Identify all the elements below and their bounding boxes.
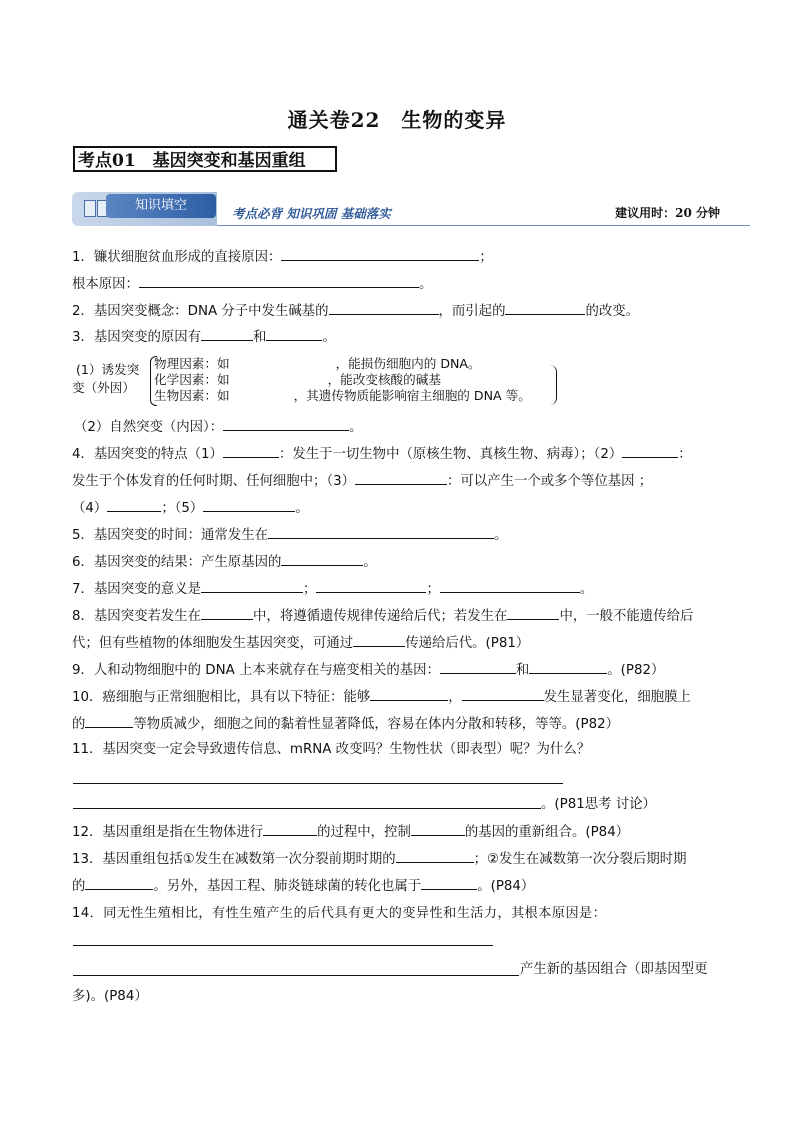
question-text: 5．基因突变的时间：通常发生在 [72, 528, 268, 543]
question-text: 。 [418, 277, 433, 292]
question-text: 。 [295, 501, 309, 516]
banner-slogan: 考点必背 知识巩固 基础落实 [232, 206, 391, 221]
banner-divider [217, 225, 750, 226]
biological-factor [154, 388, 531, 404]
question-text: ：可以产生一个或多个等位基因 ； [447, 474, 653, 489]
answer-line[interactable] [73, 945, 493, 946]
blank[interactable] [462, 686, 544, 701]
blank[interactable] [329, 300, 439, 315]
question-text: 的改变。 [585, 304, 640, 319]
spontaneous-mutation [74, 416, 363, 438]
question-4-line-2 [72, 470, 652, 492]
blank[interactable] [440, 578, 580, 593]
question-text: 。 [579, 582, 594, 597]
question-1-line-1 [72, 246, 493, 268]
question-text: 2．基因突变概念：DNA 分子中发生碱基的 [72, 304, 329, 319]
question-text: 传递给后代。(P81） [405, 636, 530, 651]
answer-line[interactable] [73, 783, 563, 784]
blank[interactable] [263, 821, 317, 836]
question-7 [72, 578, 593, 600]
question-text: 13．基因重组包括①发生在减数第一次分裂前期时期的 [72, 852, 396, 867]
blank[interactable] [440, 659, 516, 674]
question-text: 7．基因突变的意义是 [72, 582, 202, 597]
blank[interactable] [201, 605, 253, 620]
blank[interactable] [223, 443, 279, 458]
question-text: 。 [322, 330, 336, 345]
induced-mutation-label-1: (1）诱发突 [76, 362, 140, 377]
question-text: 3．基因突变的原因有 [72, 330, 202, 345]
question-text: ，而引起的 [438, 304, 506, 319]
factor-text: 化学因素：如 [154, 372, 230, 387]
blank[interactable] [85, 713, 133, 728]
question-text: 。(P84） [477, 879, 535, 894]
question-10-line-2 [72, 713, 619, 735]
question-text: 根本原因： [72, 277, 139, 292]
blank[interactable] [268, 524, 494, 539]
question-text: 中，一般不能遗传给后 [559, 609, 694, 624]
question-text: 。 [349, 420, 363, 435]
question-4-line-3 [72, 497, 309, 519]
factor-text: ，能损伤细胞内的 DNA。 [335, 356, 481, 371]
section-heading: 考点01 基因突变和基因重组 [73, 146, 337, 172]
question-5 [72, 524, 507, 546]
question-text: 的 [72, 717, 86, 732]
question-text: ；（5） [161, 501, 204, 516]
question-text: （2）自然突变（内因）： [74, 420, 224, 435]
chemical-factor [154, 372, 441, 388]
question-text: 9．人和动物细胞中的 DNA 上本来就存在与癌变相关的基因： [72, 663, 440, 678]
blank[interactable] [316, 578, 426, 593]
blank[interactable] [529, 659, 607, 674]
blank[interactable] [370, 686, 448, 701]
question-text: ： [678, 447, 692, 462]
question-4-line-1 [72, 443, 692, 465]
question-8-line-2 [72, 632, 529, 654]
blank[interactable] [355, 470, 447, 485]
question-1-line-2 [72, 273, 432, 295]
question-12 [72, 821, 629, 843]
factor-text: ，其遗传物质能影响宿主细胞的 DNA 等。 [293, 388, 531, 403]
blank[interactable] [203, 497, 295, 512]
blank[interactable] [107, 497, 161, 512]
question-text: 发生显著变化，细胞膜上 [543, 690, 691, 705]
blank[interactable] [281, 246, 479, 261]
question-text: 发生于个体发育的任何时期、任何细胞中；（3） [72, 474, 356, 489]
blank[interactable] [622, 443, 678, 458]
blank[interactable] [223, 416, 349, 431]
question-text: ：发生于一切生物中（原核生物、真核生物、病毒）；（2） [278, 447, 623, 462]
question-text: ； [479, 250, 493, 265]
question-text: 12．基因重组是指在生物体进行 [72, 825, 264, 840]
blank[interactable] [421, 875, 477, 890]
question-text: 中，将遵循遗传规律传递给后代；若发生在 [253, 609, 508, 624]
question-8-line-1 [72, 605, 693, 627]
question-text: 的 [72, 879, 86, 894]
question-14-tail: 产生新的基因组合（即基因型更 [520, 962, 708, 977]
blank[interactable] [281, 551, 363, 566]
blank[interactable] [85, 875, 153, 890]
question-text: （4） [72, 501, 108, 516]
question-text: 1．镰状细胞贫血形成的直接原因： [72, 250, 282, 265]
blank[interactable] [507, 605, 559, 620]
question-14-last: 多)。(P84） [72, 989, 148, 1004]
question-text: 的基因的重新组合。(P84） [464, 825, 630, 840]
question-10-line-1 [72, 686, 691, 708]
blank[interactable] [396, 848, 474, 863]
induced-mutation-label-2: 变（外因） [72, 380, 135, 395]
question-text: ， [448, 690, 462, 705]
physical-factor [154, 356, 481, 372]
question-text: 和 [253, 330, 267, 345]
question-9 [72, 659, 664, 681]
answer-line[interactable] [73, 808, 541, 809]
question-13-line-2 [72, 875, 534, 897]
question-2 [72, 300, 639, 322]
question-text: ； [426, 582, 440, 597]
question-6 [72, 551, 377, 573]
question-14: 14．同无性生殖相比，有性生殖产生的后代具有更大的变异性和生活力，其根本原因是： [72, 906, 607, 921]
blank[interactable] [201, 578, 303, 593]
question-text: 8．基因突变若发生在 [72, 609, 202, 624]
question-13-line-1 [72, 848, 687, 870]
blank[interactable] [505, 300, 585, 315]
blank[interactable] [139, 273, 419, 288]
question-text: 。 [494, 528, 508, 543]
question-text: 6．基因突变的结果：产生原基因的 [72, 555, 282, 570]
blank[interactable] [411, 821, 465, 836]
question-text: 和 [515, 663, 530, 678]
question-text: 4．基因突变的特点（1） [72, 447, 223, 462]
question-11-ref: 。(P81思考 讨论） [541, 797, 656, 812]
factor-text: 生物因素：如 [154, 388, 230, 403]
question-11: 11．基因突变一定会导致遗传信息、mRNA 改变吗？生物性状（即表型）呢？为什么？ [72, 742, 591, 757]
question-text: 。 [363, 555, 377, 570]
question-text: 10．癌细胞与正常细胞相比，具有以下特征：能够 [72, 690, 371, 705]
factor-text: ，能改变核酸的碱基 [327, 372, 441, 387]
banner-tag: 知识填空 [106, 194, 216, 218]
question-text: 。(P82） [607, 663, 665, 678]
question-text: 的过程中，控制 [317, 825, 411, 840]
page-title: 通关卷22 生物的变异 [287, 108, 507, 132]
question-text: ；②发生在减数第一次分裂后期时期 [473, 852, 687, 867]
blank[interactable] [201, 326, 253, 341]
question-text: 代；但有些植物的体细胞发生基因突变，可通过 [72, 636, 354, 651]
factor-text: 物理因素：如 [154, 356, 230, 371]
question-3 [72, 326, 336, 348]
question-text: 等物质减少，细胞之间的黏着性显著降低，容易在体内分散和转移，等等。(P82） [133, 717, 620, 732]
blank[interactable] [266, 326, 322, 341]
question-text: ； [303, 582, 317, 597]
answer-line[interactable] [73, 975, 519, 976]
right-brace [550, 365, 557, 405]
section-banner [72, 192, 750, 230]
question-text: 。另外，基因工程、肺炎链球菌的转化也属于 [153, 879, 422, 894]
suggested-time: 建议用时：20 分钟 [615, 206, 720, 220]
blank[interactable] [353, 632, 405, 647]
